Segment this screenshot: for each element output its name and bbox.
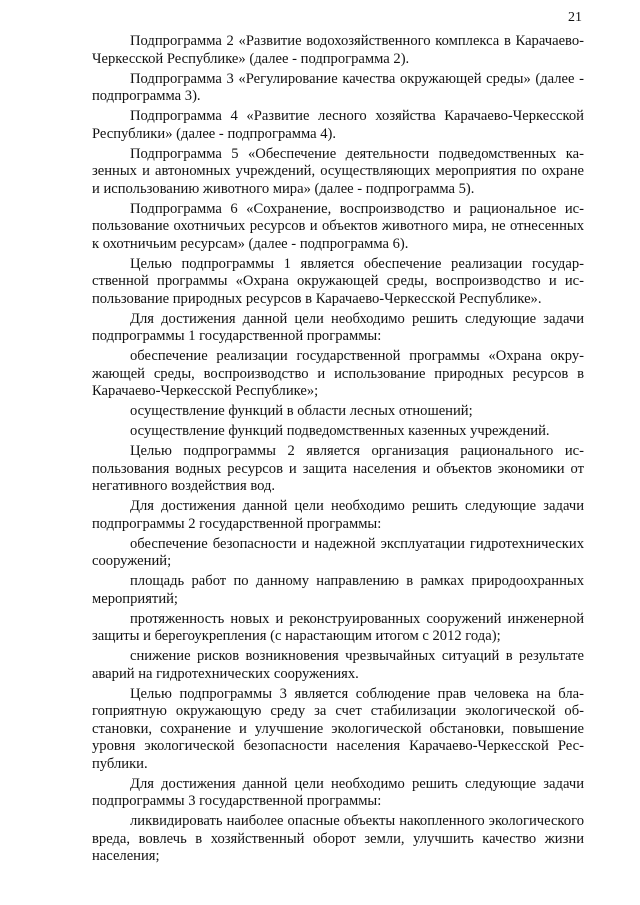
paragraph: Для достижения данной цели необходимо решить следующие задачи подпрограммы 2 государственной программы:	[92, 498, 584, 532]
paragraph: протяженность новых и реконструированных сооружений инженерной защиты и берегоукрепления (с нарастающим итогом с 2012 года);	[92, 610, 584, 644]
paragraph: Целью подпрограммы 3 является соблюдение прав человека на благоприятную окружающую среду за счет стабилизации экологической обстановки, сохранение и улучшение экологической обстановки, повышение уровня экологической безопасности населения Карачаево-Черкесской Республики.	[92, 685, 584, 772]
paragraph: Целью подпрограммы 2 является организация рационального использования водных ресурсов и защита населения и объектов экономики от негативного воздействия вод.	[92, 443, 584, 494]
paragraph: Для достижения данной цели необходимо решить следующие задачи подпрограммы 3 государственной программы:	[92, 775, 584, 809]
paragraph: Подпрограмма 5 «Обеспечение деятельности подведомственных казенных и автономных учреждений, осуществляющих мероприятия по охране и использованию животного мира» (далее - подпрограмма 5).	[92, 145, 584, 197]
paragraph: Для достижения данной цели необходимо решить следующие задачи подпрограммы 1 государственной программы:	[92, 310, 584, 344]
paragraph: Подпрограмма 4 «Развитие лесного хозяйства Карачаево-Черкесской Республики» (далее - подпрограмма 4).	[92, 108, 584, 142]
document-body	[92, 33, 584, 868]
page-number: 21	[568, 10, 582, 25]
paragraph: осуществление функций подведомственных казенных учреждений.	[130, 423, 550, 439]
paragraph: снижение рисков возникновения чрезвычайных ситуаций в результате аварий на гидротехнических сооружениях.	[92, 648, 584, 682]
paragraph: обеспечение реализации государственной программы «Охрана окружающей среды, воспроизводство и использование природных ресурсов в Карачаево-Черкесской Республике»;	[92, 348, 584, 399]
paragraph: осуществление функций в области лесных отношений;	[130, 403, 473, 419]
paragraph: площадь работ по данному направлению в рамках природоохранных мероприятий;	[92, 573, 584, 607]
paragraph: Подпрограмма 2 «Развитие водохозяйственного комплекса в Карачаево-Черкесской Республике» (далее - подпрограмма 2).	[92, 33, 584, 67]
paragraph: Подпрограмма 3 «Регулирование качества окружающей среды» (далее - подпрограмма 3).	[92, 70, 584, 104]
paragraph: обеспечение безопасности и надежной эксплуатации гидротехнических сооружений;	[92, 535, 584, 569]
paragraph: Подпрограмма 6 «Сохранение, воспроизводство и рациональное использование охотничьих ресурсов и объектов животного мира, не отнесенных к охотничьим ресурсам» (далее - подпрограмма 6).	[92, 200, 584, 252]
paragraph: ликвидировать наиболее опасные объекты накопленного экологического вреда, вовлечь в хозяйственный оборот земли, улучшить качество жизни населения;	[92, 813, 584, 864]
paragraph: Целью подпрограммы 1 является обеспечение реализации государственной программы «Охрана окружающей среды, воспроизводство и использование природных ресурсов в Карачаево-Черкесской Республике».	[92, 255, 584, 307]
